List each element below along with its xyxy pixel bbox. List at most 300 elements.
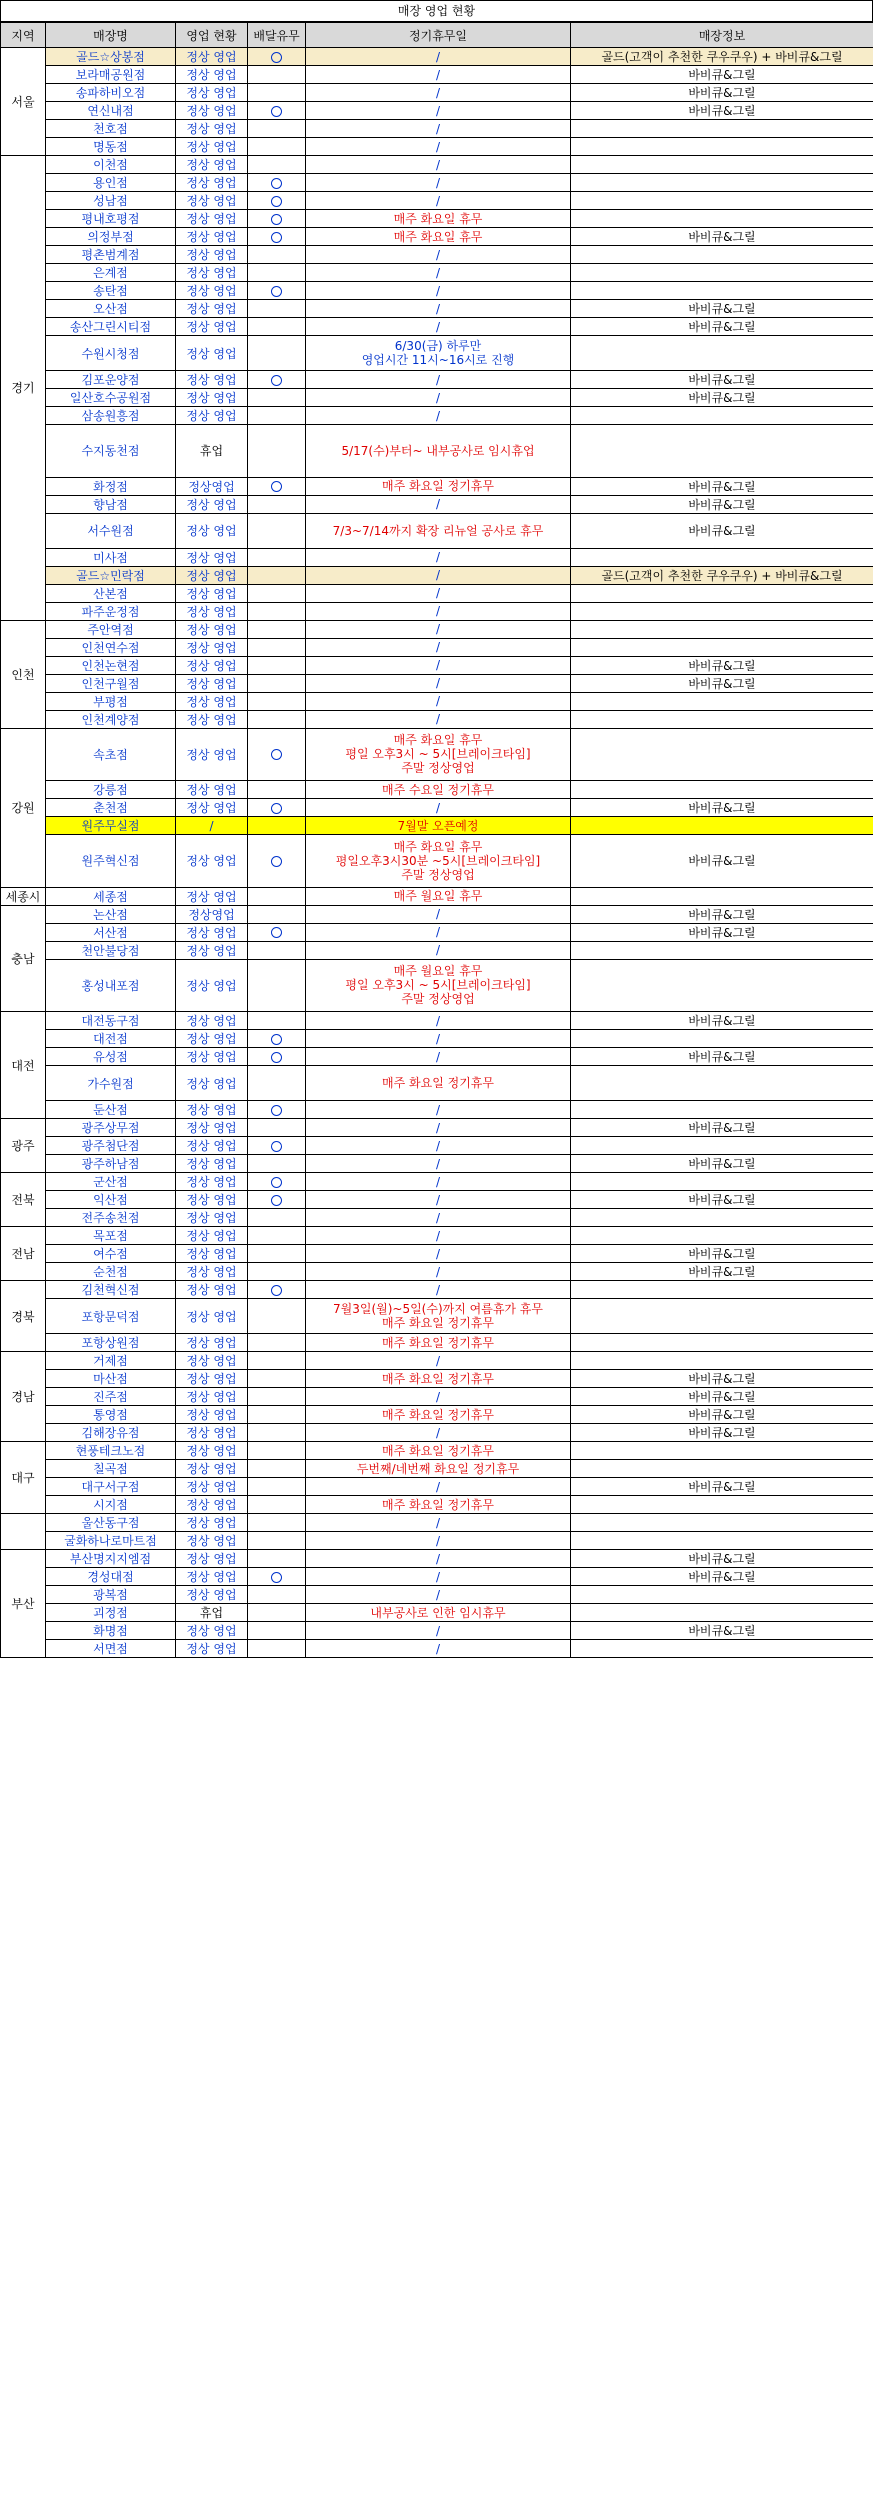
store-info bbox=[571, 1496, 873, 1514]
delivery-cell bbox=[248, 1532, 306, 1550]
table-header-row bbox=[1, 23, 873, 48]
holiday-cell bbox=[306, 941, 571, 959]
delivery-cell bbox=[248, 1604, 306, 1622]
status-cell: 정상 영업 bbox=[176, 318, 248, 336]
store-info bbox=[571, 1209, 873, 1227]
store-name: 익산점 bbox=[46, 1191, 176, 1209]
holiday-text: / bbox=[435, 1102, 441, 1117]
store-name: 은계점 bbox=[46, 264, 176, 282]
delivery-cell bbox=[248, 781, 306, 799]
delivery-cell bbox=[248, 1137, 306, 1155]
holiday-cell bbox=[306, 1550, 571, 1568]
holiday-text: / bbox=[435, 1569, 441, 1584]
holiday-cell bbox=[306, 192, 571, 210]
store-info bbox=[571, 1281, 873, 1299]
holiday-cell bbox=[306, 817, 571, 835]
delivery-cell bbox=[248, 192, 306, 210]
holiday-text: / bbox=[435, 1551, 441, 1566]
delivery-cell bbox=[248, 282, 306, 300]
holiday-text: / bbox=[435, 283, 441, 298]
holiday-cell bbox=[306, 1299, 571, 1334]
store-info bbox=[571, 620, 873, 638]
store-name: 포항상원점 bbox=[46, 1334, 176, 1352]
holiday-cell bbox=[306, 566, 571, 584]
holiday-text: / bbox=[435, 1120, 441, 1135]
store-info bbox=[571, 120, 873, 138]
store-name: 마산점 bbox=[46, 1370, 176, 1388]
table-row bbox=[1, 1406, 873, 1424]
delivery-cell bbox=[248, 674, 306, 692]
holiday-cell bbox=[306, 1137, 571, 1155]
store-info bbox=[571, 1442, 873, 1460]
holiday-text: / bbox=[435, 49, 441, 64]
store-name: 서면점 bbox=[46, 1640, 176, 1658]
store-name: 둔산점 bbox=[46, 1101, 176, 1119]
store-info: 바비큐&그릴 bbox=[571, 1245, 873, 1263]
holiday-cell bbox=[306, 1281, 571, 1299]
store-info bbox=[571, 192, 873, 210]
holiday-text: / bbox=[435, 658, 441, 673]
table-row bbox=[1, 264, 873, 282]
holiday-text: / bbox=[435, 1031, 441, 1046]
holiday-cell bbox=[306, 66, 571, 84]
holiday-cell bbox=[306, 1460, 571, 1478]
delivery-cell bbox=[248, 1550, 306, 1568]
region-cell: 대전 bbox=[1, 1012, 46, 1119]
status-cell: 정상 영업 bbox=[176, 1514, 248, 1532]
table-row bbox=[1, 638, 873, 656]
store-name: 통영점 bbox=[46, 1406, 176, 1424]
holiday-text: / bbox=[435, 175, 441, 190]
delivery-circle-icon bbox=[271, 1177, 282, 1188]
holiday-text: / bbox=[435, 1174, 441, 1189]
delivery-cell bbox=[248, 1388, 306, 1406]
holiday-text: / bbox=[435, 139, 441, 154]
store-name: 경성대점 bbox=[46, 1568, 176, 1586]
store-name: 군산점 bbox=[46, 1173, 176, 1191]
holiday-text: 매주 화요일 휴무 bbox=[393, 229, 483, 244]
store-name: 원주혁신점 bbox=[46, 835, 176, 888]
delivery-cell bbox=[248, 84, 306, 102]
holiday-text: / bbox=[435, 1192, 441, 1207]
status-cell: 정상 영업 bbox=[176, 799, 248, 817]
delivery-cell bbox=[248, 905, 306, 923]
store-info: 바비큐&그릴 bbox=[571, 1263, 873, 1281]
table-row bbox=[1, 228, 873, 246]
delivery-circle-icon bbox=[271, 927, 282, 938]
store-info: 바비큐&그릴 bbox=[571, 300, 873, 318]
holiday-text: / bbox=[435, 1210, 441, 1225]
holiday-text: / bbox=[435, 1353, 441, 1368]
holiday-text: / bbox=[435, 319, 441, 334]
region-cell bbox=[1, 1514, 46, 1550]
delivery-cell bbox=[248, 1048, 306, 1066]
delivery-circle-icon bbox=[271, 749, 282, 760]
holiday-text: / bbox=[435, 1389, 441, 1404]
store-name: 논산점 bbox=[46, 905, 176, 923]
delivery-cell bbox=[248, 513, 306, 548]
table-row bbox=[1, 282, 873, 300]
header-store-info: 매장정보 bbox=[571, 23, 873, 48]
region-cell: 경북 bbox=[1, 1281, 46, 1352]
holiday-text: / bbox=[435, 1156, 441, 1171]
table-row bbox=[1, 48, 873, 66]
holiday-text: 매주 화요일 정기휴무 bbox=[382, 1497, 494, 1512]
region-cell: 전북 bbox=[1, 1173, 46, 1227]
holiday-text: 매주 화요일 정기휴무 bbox=[382, 1443, 494, 1458]
status-cell: 정상 영업 bbox=[176, 674, 248, 692]
table-row bbox=[1, 692, 873, 710]
table-row bbox=[1, 710, 873, 728]
holiday-text: / bbox=[435, 1479, 441, 1494]
holiday-text: 매주 화요일 휴무 bbox=[393, 211, 483, 226]
holiday-text: / bbox=[435, 1049, 441, 1064]
table-body bbox=[1, 48, 873, 1658]
status-cell: 정상 영업 bbox=[176, 1334, 248, 1352]
store-name: 천안불당점 bbox=[46, 941, 176, 959]
delivery-cell bbox=[248, 102, 306, 120]
store-name: 세종점 bbox=[46, 887, 176, 905]
store-info bbox=[571, 1137, 873, 1155]
table-row bbox=[1, 389, 873, 407]
store-info: 바비큐&그릴 bbox=[571, 1550, 873, 1568]
store-info bbox=[571, 1066, 873, 1101]
holiday-cell bbox=[306, 638, 571, 656]
status-cell: 정상 영업 bbox=[176, 1622, 248, 1640]
delivery-circle-icon bbox=[271, 1195, 282, 1206]
holiday-text: / bbox=[435, 1623, 441, 1638]
store-name: 송산그린시티점 bbox=[46, 318, 176, 336]
header-holiday: 정기휴무일 bbox=[306, 23, 571, 48]
status-cell: 정상 영업 bbox=[176, 48, 248, 66]
status-cell: 정상 영업 bbox=[176, 548, 248, 566]
region-cell: 서울 bbox=[1, 48, 46, 156]
table-row bbox=[1, 1227, 873, 1245]
store-name: 골드☆상봉점 bbox=[46, 48, 176, 66]
table-row bbox=[1, 817, 873, 835]
store-name: 의정부점 bbox=[46, 228, 176, 246]
status-cell: 정상 영업 bbox=[176, 1281, 248, 1299]
table-row bbox=[1, 1640, 873, 1658]
table-row bbox=[1, 84, 873, 102]
store-name: 원주무실점 bbox=[46, 817, 176, 835]
delivery-circle-icon bbox=[271, 232, 282, 243]
delivery-cell bbox=[248, 602, 306, 620]
delivery-cell bbox=[248, 1227, 306, 1245]
store-name: 연신내점 bbox=[46, 102, 176, 120]
store-name: 화정점 bbox=[46, 477, 176, 495]
store-info: 바비큐&그릴 bbox=[571, 905, 873, 923]
delivery-circle-icon bbox=[271, 1105, 282, 1116]
region-cell: 세종시 bbox=[1, 887, 46, 905]
table-row bbox=[1, 656, 873, 674]
holiday-text: / bbox=[435, 121, 441, 136]
delivery-cell bbox=[248, 941, 306, 959]
delivery-cell bbox=[248, 1281, 306, 1299]
delivery-cell bbox=[248, 246, 306, 264]
status-cell: 정상 영업 bbox=[176, 1048, 248, 1066]
holiday-text: / bbox=[435, 586, 441, 601]
table-row bbox=[1, 584, 873, 602]
store-info: 바비큐&그릴 bbox=[571, 1155, 873, 1173]
holiday-text: 매주 화요일 정기휴무 bbox=[382, 1407, 494, 1422]
store-info bbox=[571, 138, 873, 156]
holiday-text: / bbox=[435, 1264, 441, 1279]
holiday-cell bbox=[306, 710, 571, 728]
delivery-circle-icon bbox=[271, 1052, 282, 1063]
table-row bbox=[1, 905, 873, 923]
delivery-cell bbox=[248, 638, 306, 656]
holiday-cell bbox=[306, 228, 571, 246]
delivery-cell bbox=[248, 710, 306, 728]
holiday-cell bbox=[306, 102, 571, 120]
store-info: 바비큐&그릴 bbox=[571, 1048, 873, 1066]
region-cell: 부산 bbox=[1, 1550, 46, 1658]
region-cell: 강원 bbox=[1, 728, 46, 887]
status-cell: 정상 영업 bbox=[176, 389, 248, 407]
table-row bbox=[1, 1370, 873, 1388]
status-cell: 정상 영업 bbox=[176, 495, 248, 513]
holiday-cell bbox=[306, 1227, 571, 1245]
region-cell: 인천 bbox=[1, 620, 46, 728]
status-cell: 정상 영업 bbox=[176, 923, 248, 941]
table-row bbox=[1, 477, 873, 495]
store-info: 바비큐&그릴 bbox=[571, 835, 873, 888]
delivery-cell bbox=[248, 1478, 306, 1496]
table-row bbox=[1, 210, 873, 228]
store-name: 광주상무점 bbox=[46, 1119, 176, 1137]
holiday-cell bbox=[306, 477, 571, 495]
table-row bbox=[1, 941, 873, 959]
table-row bbox=[1, 1030, 873, 1048]
store-info bbox=[571, 692, 873, 710]
region-cell: 전남 bbox=[1, 1227, 46, 1281]
sheet-title: 매장 영업 현황 bbox=[0, 0, 873, 22]
holiday-text: / bbox=[435, 925, 441, 940]
store-name: 칠곡점 bbox=[46, 1460, 176, 1478]
delivery-cell bbox=[248, 1406, 306, 1424]
store-name: 용인점 bbox=[46, 174, 176, 192]
holiday-cell bbox=[306, 1155, 571, 1173]
holiday-text: 매주 화요일 정기휴무 bbox=[382, 1335, 494, 1350]
holiday-cell bbox=[306, 1119, 571, 1137]
holiday-text: / bbox=[435, 1282, 441, 1297]
status-cell: 정상 영업 bbox=[176, 1406, 248, 1424]
holiday-text: 매주 화요일 정기휴무 bbox=[382, 479, 494, 494]
holiday-text: 매주 월요일 휴무 평일 오후3시 ~ 5시[브레이크타임] 주말 정상영업 bbox=[345, 964, 531, 1007]
store-info bbox=[571, 817, 873, 835]
delivery-cell bbox=[248, 1442, 306, 1460]
table-row bbox=[1, 138, 873, 156]
table-row bbox=[1, 835, 873, 888]
table-row bbox=[1, 513, 873, 548]
store-info bbox=[571, 781, 873, 799]
holiday-text: 매주 화요일 정기휴무 bbox=[382, 1076, 494, 1091]
status-cell: 정상 영업 bbox=[176, 1209, 248, 1227]
table-row bbox=[1, 1586, 873, 1604]
table-row bbox=[1, 1012, 873, 1030]
delivery-cell bbox=[248, 1030, 306, 1048]
delivery-cell bbox=[248, 407, 306, 425]
holiday-text: / bbox=[435, 1425, 441, 1440]
table-row bbox=[1, 1568, 873, 1586]
store-info: 바비큐&그릴 bbox=[571, 495, 873, 513]
table-row bbox=[1, 781, 873, 799]
delivery-cell bbox=[248, 174, 306, 192]
delivery-cell bbox=[248, 1640, 306, 1658]
table-row bbox=[1, 728, 873, 781]
status-cell: 정상 영업 bbox=[176, 1352, 248, 1370]
store-name: 김천혁신점 bbox=[46, 1281, 176, 1299]
delivery-cell bbox=[248, 1568, 306, 1586]
store-info: 바비큐&그릴 bbox=[571, 1424, 873, 1442]
holiday-cell bbox=[306, 887, 571, 905]
store-name: 송탄점 bbox=[46, 282, 176, 300]
table-row bbox=[1, 1209, 873, 1227]
holiday-text: / bbox=[435, 372, 441, 387]
holiday-cell bbox=[306, 264, 571, 282]
status-cell: 정상 영업 bbox=[176, 84, 248, 102]
table-row bbox=[1, 192, 873, 210]
status-cell: 정상 영업 bbox=[176, 887, 248, 905]
store-info bbox=[571, 1334, 873, 1352]
store-info bbox=[571, 887, 873, 905]
store-info bbox=[571, 336, 873, 371]
holiday-cell bbox=[306, 336, 571, 371]
delivery-circle-icon bbox=[271, 106, 282, 117]
holiday-cell bbox=[306, 156, 571, 174]
holiday-text: / bbox=[435, 103, 441, 118]
holiday-text: 매주 월요일 휴무 bbox=[393, 889, 483, 904]
region-cell: 충남 bbox=[1, 905, 46, 1012]
store-name: 순천점 bbox=[46, 1263, 176, 1281]
store-name: 목포점 bbox=[46, 1227, 176, 1245]
store-name: 포항문덕점 bbox=[46, 1299, 176, 1334]
holiday-cell bbox=[306, 1388, 571, 1406]
store-name: 미사점 bbox=[46, 548, 176, 566]
delivery-circle-icon bbox=[271, 178, 282, 189]
status-cell: 정상 영업 bbox=[176, 264, 248, 282]
status-cell: 정상 영업 bbox=[176, 1388, 248, 1406]
delivery-circle-icon bbox=[271, 803, 282, 814]
holiday-text: / bbox=[435, 1138, 441, 1153]
table-row bbox=[1, 923, 873, 941]
delivery-cell bbox=[248, 548, 306, 566]
store-info: 바비큐&그릴 bbox=[571, 66, 873, 84]
holiday-cell bbox=[306, 495, 571, 513]
delivery-cell bbox=[248, 1370, 306, 1388]
holiday-cell bbox=[306, 674, 571, 692]
status-cell: 정상 영업 bbox=[176, 602, 248, 620]
holiday-text: 7월말 오픈예정 bbox=[397, 818, 479, 833]
store-name: 주안역점 bbox=[46, 620, 176, 638]
store-name: 명동점 bbox=[46, 138, 176, 156]
table-row bbox=[1, 674, 873, 692]
store-info bbox=[571, 156, 873, 174]
holiday-text: 6/30(금) 하루만 영업시간 11시~16시로 진행 bbox=[361, 339, 515, 368]
holiday-cell bbox=[306, 210, 571, 228]
holiday-cell bbox=[306, 138, 571, 156]
status-cell: 정상 영업 bbox=[176, 282, 248, 300]
holiday-cell bbox=[306, 1370, 571, 1388]
store-name: 대전동구점 bbox=[46, 1012, 176, 1030]
store-info bbox=[571, 174, 873, 192]
holiday-cell bbox=[306, 905, 571, 923]
delivery-cell bbox=[248, 228, 306, 246]
holiday-cell bbox=[306, 656, 571, 674]
table-row bbox=[1, 495, 873, 513]
table-row bbox=[1, 318, 873, 336]
table-row bbox=[1, 887, 873, 905]
store-info bbox=[571, 1352, 873, 1370]
status-cell: 정상영업 bbox=[176, 477, 248, 495]
holiday-cell bbox=[306, 371, 571, 389]
store-name: 향남점 bbox=[46, 495, 176, 513]
holiday-cell bbox=[306, 84, 571, 102]
delivery-cell bbox=[248, 1496, 306, 1514]
holiday-text: / bbox=[435, 694, 441, 709]
holiday-cell bbox=[306, 1604, 571, 1622]
holiday-text: / bbox=[435, 604, 441, 619]
store-info bbox=[571, 1532, 873, 1550]
holiday-cell bbox=[306, 1030, 571, 1048]
store-name: 광복점 bbox=[46, 1586, 176, 1604]
delivery-cell bbox=[248, 1299, 306, 1334]
holiday-cell bbox=[306, 246, 571, 264]
holiday-text: 매주 화요일 휴무 평일 오후3시 ~ 5시[브레이크타임] 주말 정상영업 bbox=[345, 733, 531, 776]
table-row bbox=[1, 1388, 873, 1406]
store-name: 부평점 bbox=[46, 692, 176, 710]
delivery-cell bbox=[248, 1622, 306, 1640]
delivery-cell bbox=[248, 728, 306, 781]
status-cell: 정상 영업 bbox=[176, 1478, 248, 1496]
holiday-cell bbox=[306, 513, 571, 548]
status-cell: 정상 영업 bbox=[176, 192, 248, 210]
status-cell: 정상 영업 bbox=[176, 1137, 248, 1155]
delivery-circle-icon bbox=[271, 52, 282, 63]
region-cell: 광주 bbox=[1, 1119, 46, 1173]
holiday-text: / bbox=[435, 247, 441, 262]
delivery-circle-icon bbox=[271, 1285, 282, 1296]
store-info: 골드(고객이 추천한 쿠우쿠우) + 바비큐&그릴 bbox=[571, 566, 873, 584]
store-info: 바비큐&그릴 bbox=[571, 513, 873, 548]
store-info: 바비큐&그릴 bbox=[571, 1119, 873, 1137]
table-row bbox=[1, 1048, 873, 1066]
holiday-cell bbox=[306, 799, 571, 817]
store-name: 평내호평점 bbox=[46, 210, 176, 228]
table-row bbox=[1, 799, 873, 817]
holiday-cell bbox=[306, 620, 571, 638]
holiday-text: / bbox=[435, 943, 441, 958]
region-cell: 경남 bbox=[1, 1352, 46, 1442]
holiday-text: / bbox=[435, 1013, 441, 1028]
holiday-cell bbox=[306, 1209, 571, 1227]
store-name: 골드☆민락점 bbox=[46, 566, 176, 584]
holiday-text: / bbox=[435, 1228, 441, 1243]
holiday-text: / bbox=[435, 390, 441, 405]
status-cell: 정상 영업 bbox=[176, 407, 248, 425]
store-name: 서산점 bbox=[46, 923, 176, 941]
table-row bbox=[1, 1514, 873, 1532]
table-row bbox=[1, 120, 873, 138]
holiday-cell bbox=[306, 1048, 571, 1066]
holiday-cell bbox=[306, 120, 571, 138]
holiday-text: / bbox=[435, 640, 441, 655]
holiday-cell bbox=[306, 692, 571, 710]
delivery-cell bbox=[248, 1173, 306, 1191]
table-row bbox=[1, 1066, 873, 1101]
status-cell: 정상영업 bbox=[176, 905, 248, 923]
